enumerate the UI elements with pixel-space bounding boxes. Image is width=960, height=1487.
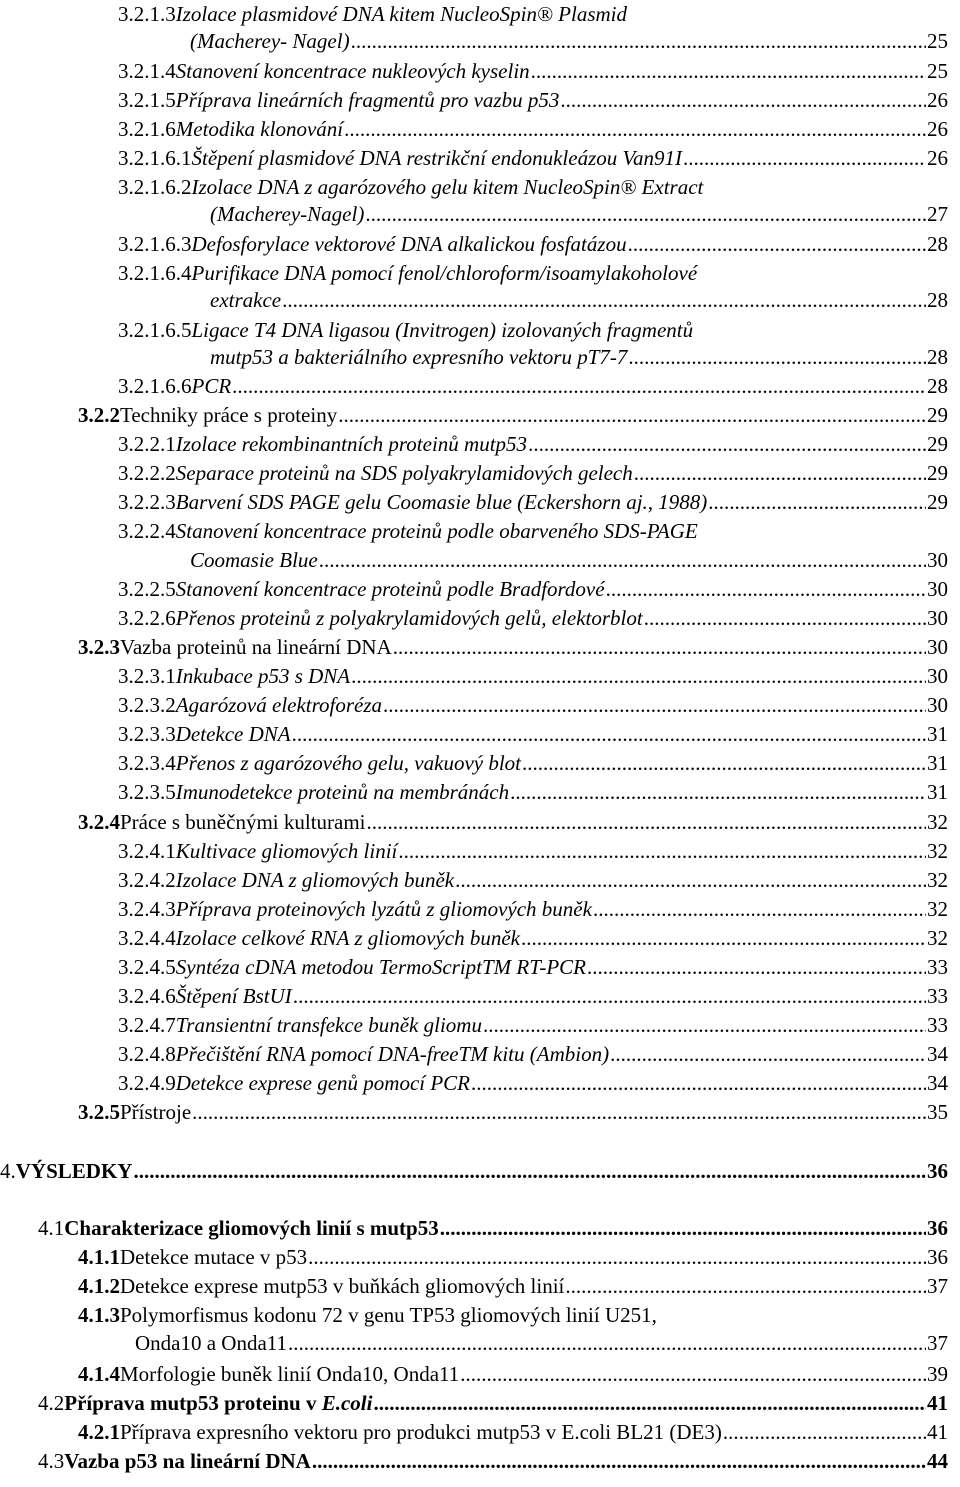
toc-page-number: 36 [927,1216,948,1240]
toc-entry-continuation[interactable] [190,27,948,56]
toc-entry-title: Přenos proteinů z polyakrylamidových gelů, elektorblot [175,606,643,630]
toc-page-number: 30 [927,664,948,688]
toc-page-number: 37 [927,1331,948,1355]
toc-entry-number: 3.2.2.5 [118,577,176,601]
toc-entry[interactable] [118,778,948,807]
toc-entry-title: Charakterizace gliomových linií s mutp53 [64,1216,439,1240]
toc-entry-title: Izolace rekombinantních proteinů mutp53 [175,432,528,456]
toc-entry-title-line2: (Macherey-Nagel) [210,202,365,226]
toc-entry-title: Kultivace gliomových linií [175,839,398,863]
toc-page-number: 32 [927,839,948,863]
toc-dot-leader [683,144,926,173]
toc-entry-title: Stanovení koncentrace proteinů podle Bradfordové [175,577,605,601]
toc-entry[interactable] [118,488,948,517]
toc-entry-number: 3.2.4.9 [118,1071,176,1095]
toc-dot-leader [587,953,926,982]
toc-dot-leader [531,57,926,86]
toc-entry-title: Detekce exprese mutp53 v buňkách gliomových linií [120,1274,565,1298]
toc-dot-leader [351,662,926,691]
toc-entry[interactable] [78,1243,948,1272]
toc-entry-number: 3.2.1.6.5 [118,318,192,342]
toc-entry-title: Příprava lineárních fragmentů pro vazbu p53 [175,88,560,112]
toc-entry[interactable] [118,230,948,259]
toc-entry-number: 3.2.3.2 [118,693,176,717]
toc-entry[interactable] [118,866,948,895]
toc-entry-title-line2: extrakce [210,288,282,312]
toc-dot-leader [383,691,926,720]
toc-dot-leader [644,604,926,633]
toc-entry[interactable] [78,1098,948,1127]
toc-dot-leader [560,86,926,115]
toc-entry[interactable] [118,982,948,1011]
toc-entry-continuation[interactable] [210,286,948,315]
toc-entry-title: Imunodetekce proteinů na membránách [175,780,510,804]
toc-entry-title: Vazba p53 na lineární DNA [64,1449,311,1473]
toc-entry-number: 3.2.4.3 [118,897,176,921]
toc-entry-number: 3.2.1.6.2 [118,175,192,199]
toc-entry[interactable] [118,144,948,173]
toc-entry-title: Ligace T4 DNA ligasou (Invitrogen) izolovaných fragmentů [191,318,694,342]
toc-entry-number: 3.2.3 [78,635,120,659]
toc-dot-leader [373,1389,926,1418]
toc-page-number: 32 [927,810,948,834]
toc-entry-number: 4.1.2 [78,1274,120,1298]
toc-page-number: 27 [927,202,948,226]
toc-page-number: 31 [927,780,948,804]
toc-dot-leader [521,924,926,953]
toc-page-number: 29 [927,403,948,427]
toc-entry[interactable] [118,662,948,691]
toc-entry-title-line2: Coomasie Blue [190,548,318,572]
toc-page-number: 31 [927,751,948,775]
toc-page-number: 31 [927,722,948,746]
toc-entry[interactable] [118,895,948,924]
toc-entry-number: 4. [0,1159,16,1183]
toc-entry-continuation[interactable] [190,546,948,575]
toc-entry-title-line2: Onda10 a Onda11 [135,1331,288,1355]
toc-entry[interactable] [118,1069,948,1098]
toc-page-number: 25 [927,29,948,53]
toc-entry-title: Izolace plasmidové DNA kitem NucleoSpin® Plasmid [175,2,627,26]
toc-dot-leader [312,1447,926,1476]
toc-entry-number: 4.2.1 [78,1420,120,1444]
toc-entry[interactable] [38,1447,948,1476]
toc-entry-title: Přístroje [120,1100,192,1124]
toc-page-number: 28 [927,232,948,256]
toc-entry-number: 3.2.3.3 [118,722,176,746]
toc-page-number: 36 [927,1245,948,1269]
toc-page-number: 33 [927,1013,948,1037]
toc-page-number: 26 [927,117,948,141]
toc-entry-title: Detekce DNA [175,722,291,746]
toc-entry[interactable] [118,924,948,953]
toc-entry[interactable] [118,430,948,459]
toc-dot-leader [460,1360,926,1389]
toc-entry[interactable] [118,1040,948,1069]
toc-page-number: 26 [927,88,948,112]
toc-entry-number: 3.2.1.6 [118,117,176,141]
toc-entry-number: 3.2.4 [78,810,120,834]
toc-entry-title: Izolace DNA z gliomových buněk [175,868,455,892]
toc-entry-title: Izolace celkové RNA z gliomových buněk [175,926,520,950]
toc-entry[interactable] [118,517,948,546]
toc-entry[interactable] [38,1214,948,1243]
toc-entry-title-line2: (Macherey- Nagel) [190,29,350,53]
toc-page-number: 29 [927,490,948,514]
toc-dot-leader [365,200,926,229]
toc-dot-leader [308,1243,926,1272]
toc-entry[interactable] [118,575,948,604]
toc-page-number: 29 [927,432,948,456]
toc-page-number: 37 [927,1274,948,1298]
toc-dot-leader [133,1157,926,1186]
toc-dot-leader [471,1069,926,1098]
toc-entry[interactable] [118,1011,948,1040]
toc-entry-title: Metodika klonování [175,117,344,141]
toc-entry[interactable] [78,1272,948,1301]
toc-entry-number: 3.2.1.6.6 [118,374,192,398]
toc-dot-leader [606,575,926,604]
toc-dot-leader [319,546,926,575]
toc-dot-leader [593,895,926,924]
toc-page-number: 30 [927,577,948,601]
toc-entry[interactable] [118,86,948,115]
toc-dot-leader [510,778,926,807]
toc-entry[interactable] [118,259,948,288]
toc-entry[interactable] [118,372,948,401]
toc-entry[interactable] [38,1389,948,1418]
toc-entry-number: 3.2.1.6.4 [118,261,192,285]
toc-page-number: 25 [927,59,948,83]
toc-page-number: 30 [927,693,948,717]
toc-dot-leader [628,230,926,259]
toc-page-number: 41 [927,1420,948,1444]
toc-entry-title: Štěpení plasmidové DNA restrikční endonukleázou Van91I [191,146,682,170]
toc-page-number: 41 [927,1391,948,1415]
toc-entry-title: Purifikace DNA pomocí fenol/chloroform/isoamylakoholové [191,261,698,285]
toc-entry[interactable] [78,1301,948,1330]
toc-entry[interactable] [78,1418,948,1447]
toc-entry-title: Příprava proteinových lyzátů z gliomových buněk [175,897,592,921]
toc-entry-number: 3.2.4.6 [118,984,176,1008]
toc-entry-number: 3.2.2.2 [118,461,176,485]
toc-entry-title: Detekce exprese genů pomocí PCR [175,1071,471,1095]
toc-entry-number: 4.2 [38,1391,65,1415]
toc-entry[interactable] [118,316,948,345]
toc-dot-leader [282,286,926,315]
toc-entry-number: 3.2.4.2 [118,868,176,892]
toc-page-number: 29 [927,461,948,485]
toc-entry-number: 4.1 [38,1216,65,1240]
toc-entry[interactable] [78,808,948,837]
toc-entry[interactable] [0,1157,948,1186]
toc-page-number: 30 [927,548,948,572]
toc-entry-title: Agarózová elektroforéza [175,693,383,717]
toc-entry-continuation[interactable] [210,200,948,229]
toc-dot-leader [455,866,926,895]
toc-entry-number: 3.2.1.3 [118,2,176,26]
toc-page-number: 30 [927,635,948,659]
toc-entry[interactable] [118,953,948,982]
toc-page-number: 33 [927,984,948,1008]
toc-entry-number: 3.2.3.4 [118,751,176,775]
toc-entry[interactable] [118,604,948,633]
toc-entry-number: 3.2.4.4 [118,926,176,950]
toc-entry-title: VÝSLEDKY [15,1159,133,1183]
toc-entry-number: 3.2.1.6.1 [118,146,192,170]
toc-entry[interactable] [118,720,948,749]
toc-entry-number: 4.3 [38,1449,65,1473]
toc-dot-leader [292,720,926,749]
toc-entry-number: 3.2.2.1 [118,432,176,456]
toc-entry-continuation[interactable] [210,343,948,372]
toc-entry-title-italic: E.coli [321,1391,373,1415]
toc-entry-number: 3.2.1.6.3 [118,232,192,256]
toc-page-number: 44 [927,1449,948,1473]
toc-dot-leader [483,1011,926,1040]
toc-entry[interactable] [118,57,948,86]
toc-page-number: 33 [927,955,948,979]
toc-entry[interactable] [78,633,948,662]
toc-page-number: 36 [927,1159,948,1183]
toc-dot-leader [192,1098,926,1127]
toc-dot-leader [351,27,926,56]
toc-entry[interactable] [118,0,938,29]
toc-entry-number: 4.1.1 [78,1245,120,1269]
toc-dot-leader [440,1214,926,1243]
toc-entry[interactable] [78,401,948,430]
toc-page-number: 34 [927,1071,948,1095]
toc-page-number: 34 [927,1042,948,1066]
toc-entry-number: 3.2.3.1 [118,664,176,688]
toc-dot-leader [528,430,926,459]
toc-dot-leader [288,1329,926,1358]
toc-dot-leader [367,808,926,837]
toc-page-number: 32 [927,868,948,892]
toc-entry-title: Separace proteinů na SDS polyakrylamidových gelech [175,461,633,485]
toc-entry-number: 3.2.3.5 [118,780,176,804]
toc-entry[interactable] [118,837,948,866]
toc-entry-title: Práce s buněčnými kulturami [120,810,366,834]
toc-dot-leader [708,488,926,517]
toc-entry-title: Detekce mutace v p53 [120,1245,308,1269]
toc-page-number: 28 [927,288,948,312]
toc-entry-title: Morfologie buněk linií Onda10, Onda11 [120,1362,460,1386]
toc-entry-title: Stanovení koncentrace proteinů podle obarveného SDS-PAGE [175,519,698,543]
toc-dot-leader [628,343,926,372]
toc-entry-title: Stanovení koncentrace nukleových kyselin [175,59,530,83]
toc-entry-number: 4.1.3 [78,1303,120,1327]
toc-page-number: 30 [927,606,948,630]
toc-entry[interactable] [118,173,948,202]
toc-dot-leader [522,749,926,778]
toc-dot-leader [634,459,926,488]
toc-entry-number: 3.2.4.5 [118,955,176,979]
toc-entry[interactable] [118,749,948,778]
toc-entry-title: Vazba proteinů na lineární DNA [120,635,392,659]
toc-entry-number: 3.2.4.1 [118,839,176,863]
toc-entry-title: Příprava expresního vektoru pro produkci mutp53 v E.coli BL21 (DE3) [120,1420,722,1444]
toc-dot-leader [393,633,926,662]
toc-entry-number: 4.1.4 [78,1362,120,1386]
toc-entry-number: 3.2.5 [78,1100,120,1124]
toc-dot-leader [565,1272,926,1301]
toc-entry-continuation[interactable] [135,1329,948,1358]
toc-entry-title: Přečištění RNA pomocí DNA-freeTM kitu (Ambion) [175,1042,610,1066]
toc-page-number: 35 [927,1100,948,1124]
toc-entry-number: 3.2.4.7 [118,1013,176,1037]
toc-entry-title: Barvení SDS PAGE gelu Coomasie blue (Eckershorn aj., 1988) [175,490,708,514]
toc-entry[interactable] [118,459,948,488]
toc-page-number: 32 [927,897,948,921]
toc-entry-title: Transientní transfekce buněk gliomu [175,1013,482,1037]
toc-entry-title: Inkubace p53 s DNA [175,664,351,688]
toc-page-number: 28 [927,374,948,398]
toc-entry-title: Štěpení BstUI [175,984,292,1008]
toc-page-number: 39 [927,1362,948,1386]
toc-page-number: 26 [927,146,948,170]
toc-entry[interactable] [118,115,948,144]
toc-dot-leader [232,372,926,401]
toc-entry-number: 3.2.2.4 [118,519,176,543]
toc-entry-title: PCR [191,374,232,398]
toc-entry-title-line2: mutp53 a bakteriálního expresního vektoru pT7-7 [210,345,628,369]
toc-entry-title: Izolace DNA z agarózového gelu kitem NucleoSpin® Extract [191,175,704,199]
toc-dot-leader [398,837,926,866]
toc-entry-number: 3.2.2.3 [118,490,176,514]
toc-entry-title: Polymorfismus kodonu 72 v genu TP53 gliomových linií U251, [120,1303,657,1327]
toc-entry-title: Syntéza cDNA metodou TermoScriptTM RT-PCR [175,955,587,979]
toc-entry-title: Příprava mutp53 proteinu v E.coli [64,1391,373,1415]
toc-entry-number: 3.2.1.5 [118,88,176,112]
toc-dot-leader [610,1040,926,1069]
toc-entry-title: Techniky práce s proteiny [120,403,338,427]
toc-entry-title: Defosforylace vektorové DNA alkalickou fosfatázou [191,232,627,256]
toc-page-number: 28 [927,345,948,369]
toc-page-number: 32 [927,926,948,950]
toc-dot-leader [293,982,926,1011]
toc-entry[interactable] [118,691,948,720]
toc-entry[interactable] [78,1360,948,1389]
toc-entry-number: 3.2.2 [78,403,120,427]
toc-dot-leader [723,1418,926,1447]
toc-entry-number: 3.2.4.8 [118,1042,176,1066]
toc-entry-number: 3.2.2.6 [118,606,176,630]
toc-entry-title: Přenos z agarózového gelu, vakuový blot [175,751,522,775]
toc-dot-leader [338,401,926,430]
toc-dot-leader [344,115,926,144]
toc-entry-number: 3.2.1.4 [118,59,176,83]
